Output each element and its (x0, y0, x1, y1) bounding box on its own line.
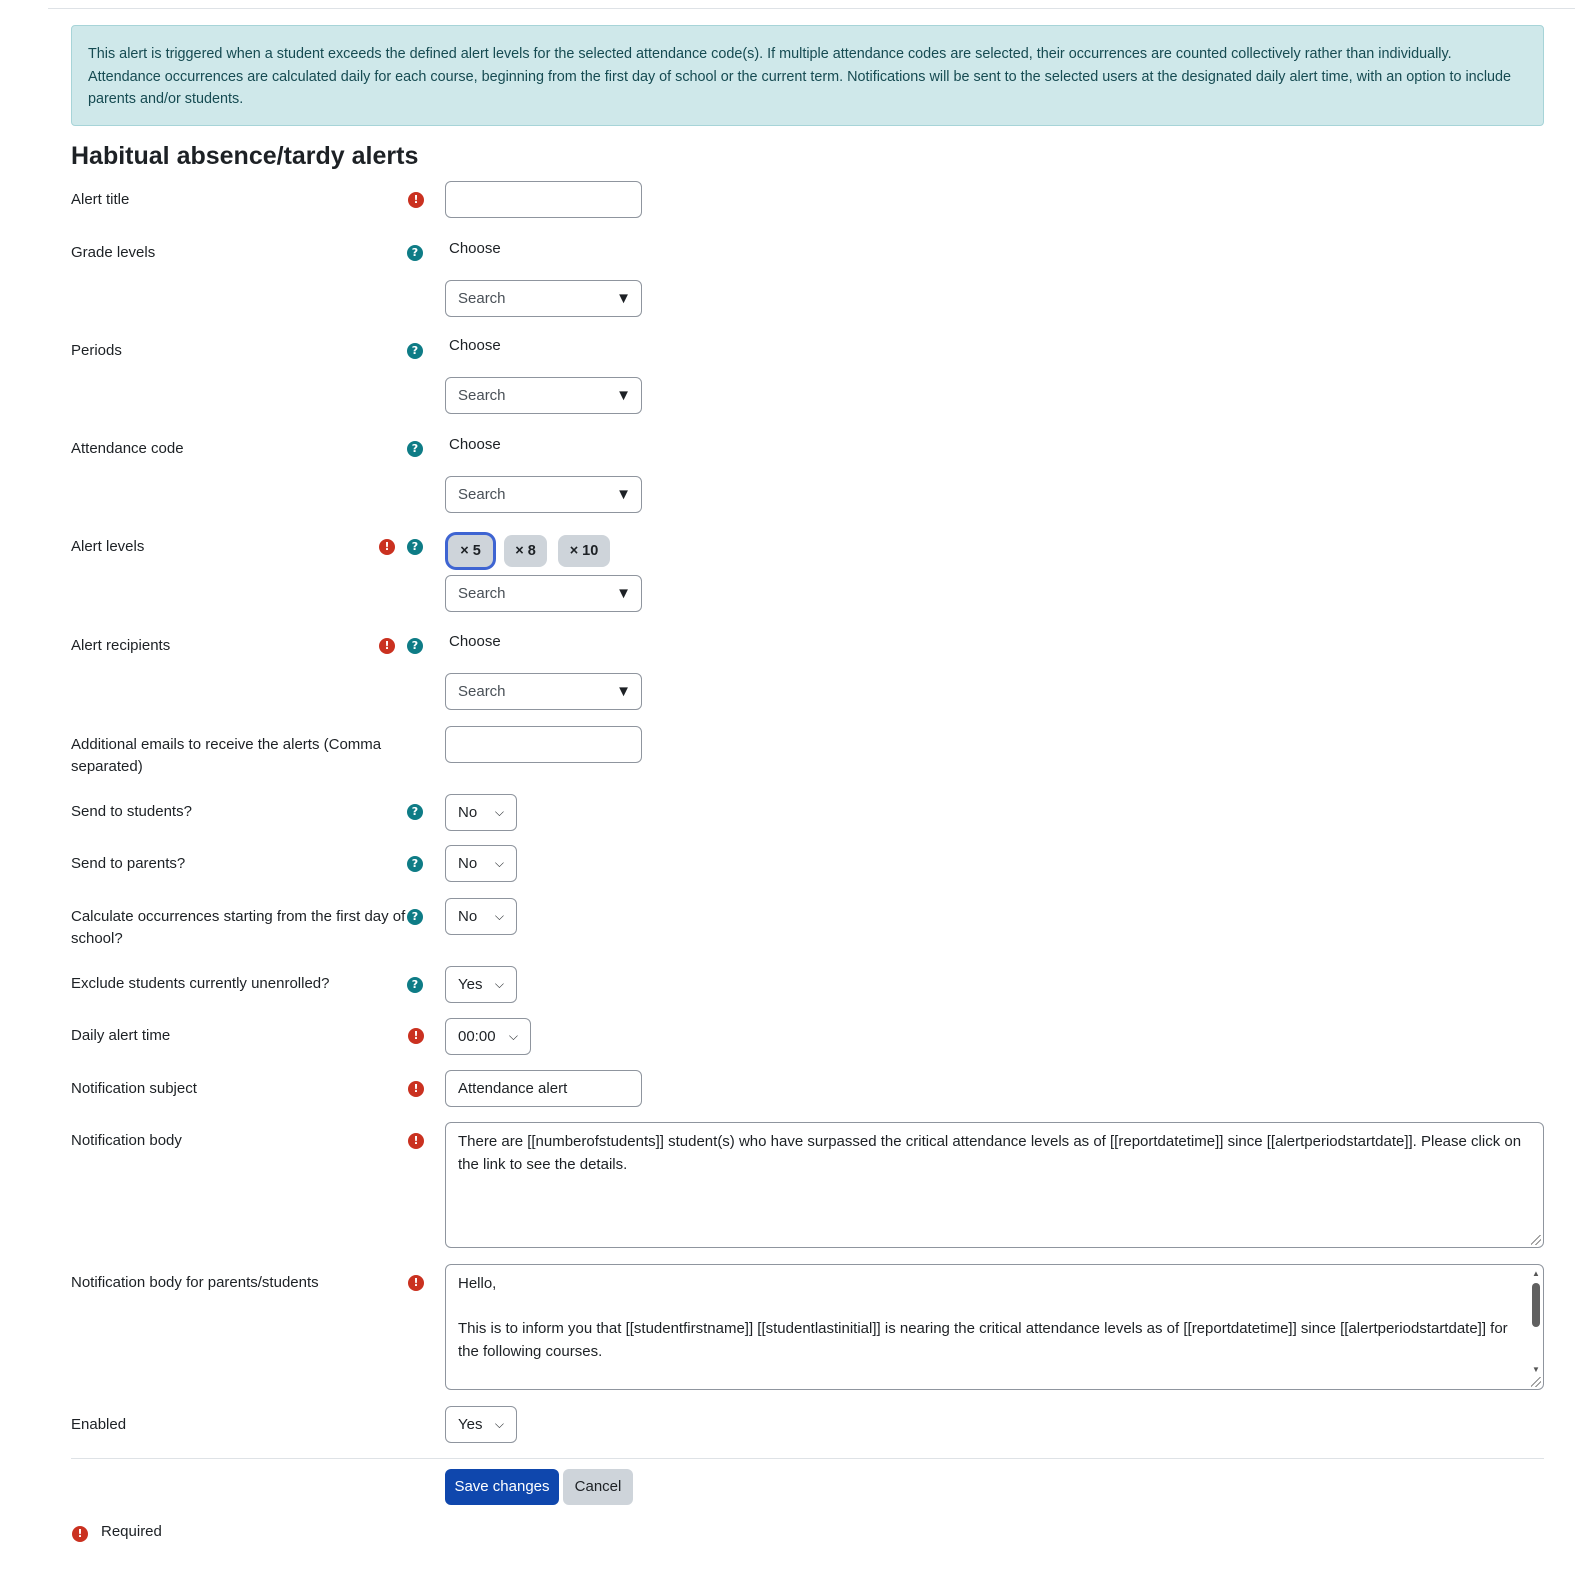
dropdown-triangle-icon: ▼ (616, 290, 631, 307)
help-icon[interactable]: ? (407, 977, 423, 993)
notification-body-parents-line2: This is to inform you that [[studentfirstname]] [[studentlastinitial]] is nearing the critical attendance levels as of [[reportdatetime]] since [[alertperiodstartdate]] for the following courses. (458, 1320, 1508, 1360)
alert-levels-label: Alert levels (71, 538, 145, 555)
select-value: 00:00 (458, 1028, 496, 1045)
help-icon[interactable]: ? (407, 856, 423, 872)
notification-body-parents-line1: Hello, (458, 1275, 497, 1292)
grade-levels-label: Grade levels (71, 244, 156, 261)
help-icon[interactable]: ? (407, 343, 423, 359)
resize-handle-icon[interactable] (1531, 1235, 1541, 1245)
send-parents-select[interactable] (445, 845, 517, 882)
resize-handle-icon[interactable] (1531, 1377, 1541, 1387)
calc-first-day-select[interactable] (445, 898, 517, 935)
notification-subject-input[interactable] (445, 1070, 642, 1107)
help-icon[interactable]: ? (407, 638, 423, 654)
notification-body-text: There are [[numberofstudents]] student(s) who have surpassed the critical attendance levels as of [[reportdatetime]] since [[alertperiodstartdate]]. Please click on the link to see the details. (458, 1133, 1522, 1173)
calc-first-day-label (71, 906, 405, 950)
required-icon: ! (72, 1526, 88, 1542)
dropdown-triangle-icon: ▼ (616, 683, 631, 700)
search-placeholder: Search (458, 387, 506, 404)
info-alert-box (71, 25, 1544, 126)
required-icon: ! (408, 192, 424, 208)
required-icon: ! (408, 1081, 424, 1097)
periods-label: Periods (71, 342, 122, 359)
select-value: Yes (458, 976, 483, 993)
attendance-code-search[interactable] (445, 476, 642, 513)
required-icon: ! (408, 1028, 424, 1044)
grade-levels-choose: Choose (449, 240, 501, 257)
calc-first-day-label-line2: school? (71, 930, 123, 947)
notification-subject-label: Notification subject (71, 1080, 197, 1097)
additional-emails-label (71, 734, 381, 778)
alert-title-label: Alert title (71, 191, 130, 208)
required-legend: Required (101, 1523, 162, 1540)
notification-body-textarea[interactable] (445, 1122, 1544, 1248)
chevron-down-icon: ⌵ (494, 977, 504, 991)
attendance-code-label: Attendance code (71, 440, 184, 457)
select-value: No (458, 855, 478, 872)
calc-first-day-label-line1: Calculate occurrences starting from the first day of (71, 908, 406, 925)
required-icon: ! (379, 638, 395, 654)
exclude-unenrolled-select[interactable] (445, 966, 517, 1003)
chevron-down-icon: ⌵ (494, 1417, 504, 1431)
textarea-scrollbar[interactable] (1531, 1269, 1541, 1375)
scroll-thumb[interactable] (1532, 1283, 1540, 1327)
dropdown-triangle-icon: ▼ (616, 486, 631, 503)
alert-recipients-search[interactable] (445, 673, 642, 710)
page-title: Habitual absence/tardy alerts (71, 142, 419, 170)
help-icon[interactable]: ? (407, 539, 423, 555)
form-divider (71, 1458, 1544, 1459)
daily-alert-time-label: Daily alert time (71, 1027, 171, 1044)
scroll-up-arrow-icon[interactable]: ▲ (1532, 1269, 1540, 1278)
enabled-select[interactable] (445, 1406, 517, 1443)
select-value: Yes (458, 1416, 483, 1433)
additional-emails-label-line1: Additional emails to receive the alerts (Comma (71, 736, 382, 753)
periods-search[interactable] (445, 377, 642, 414)
chevron-down-icon: ⌵ (494, 856, 504, 870)
required-icon: ! (408, 1275, 424, 1291)
save-changes-button[interactable]: Save changes (445, 1469, 559, 1505)
cancel-button[interactable]: Cancel (563, 1469, 633, 1505)
alert-level-chip-8[interactable]: × 8 (504, 535, 547, 567)
select-value: No (458, 908, 478, 925)
search-placeholder: Search (458, 585, 506, 602)
chevron-down-icon: ⌵ (494, 805, 504, 819)
search-placeholder: Search (458, 486, 506, 503)
help-icon[interactable]: ? (407, 245, 423, 261)
grade-levels-search[interactable] (445, 280, 642, 317)
required-icon: ! (408, 1133, 424, 1149)
send-students-select[interactable] (445, 794, 517, 831)
additional-emails-input[interactable] (445, 726, 642, 763)
alert-recipients-label: Alert recipients (71, 637, 171, 654)
alert-recipients-choose: Choose (449, 633, 501, 650)
additional-emails-label-line2: separated) (71, 758, 143, 775)
search-placeholder: Search (458, 290, 506, 307)
chevron-down-icon: ⌵ (508, 1029, 518, 1043)
select-value: No (458, 804, 478, 821)
periods-choose: Choose (449, 337, 501, 354)
exclude-unenrolled-label: Exclude students currently unenrolled? (71, 975, 330, 992)
send-students-label: Send to students? (71, 803, 192, 820)
help-icon[interactable]: ? (407, 909, 423, 925)
notification-body-parents-label: Notification body for parents/students (71, 1274, 319, 1291)
required-icon: ! (379, 539, 395, 555)
top-divider (48, 8, 1575, 9)
attendance-code-choose: Choose (449, 436, 501, 453)
dropdown-triangle-icon: ▼ (616, 585, 631, 602)
daily-alert-time-select[interactable] (445, 1018, 531, 1055)
alert-title-input[interactable] (445, 181, 642, 218)
help-icon[interactable]: ? (407, 804, 423, 820)
info-text: This alert is triggered when a student exceeds the defined alert levels for the selected attendance code(s). If multiple attendance codes are selected, their occurrences are counted collectively rather than individually. Attendance occurrences are calculated daily for each course, beginning from the first day of school or the current term. Notifications will be sent to the selected users at the designated daily alert time, with an option to include parents and/or students. (88, 46, 1512, 107)
alert-level-chip-5[interactable]: × 5 (448, 535, 493, 567)
dropdown-triangle-icon: ▼ (616, 387, 631, 404)
scroll-down-arrow-icon[interactable]: ▼ (1532, 1365, 1540, 1374)
notification-body-label: Notification body (71, 1132, 182, 1149)
chevron-down-icon: ⌵ (494, 909, 504, 923)
notification-body-parents-textarea[interactable] (445, 1264, 1544, 1390)
send-parents-label: Send to parents? (71, 855, 186, 872)
enabled-label: Enabled (71, 1416, 127, 1433)
search-placeholder: Search (458, 683, 506, 700)
alert-levels-search[interactable] (445, 575, 642, 612)
alert-level-chip-10[interactable]: × 10 (558, 535, 610, 567)
help-icon[interactable]: ? (407, 441, 423, 457)
